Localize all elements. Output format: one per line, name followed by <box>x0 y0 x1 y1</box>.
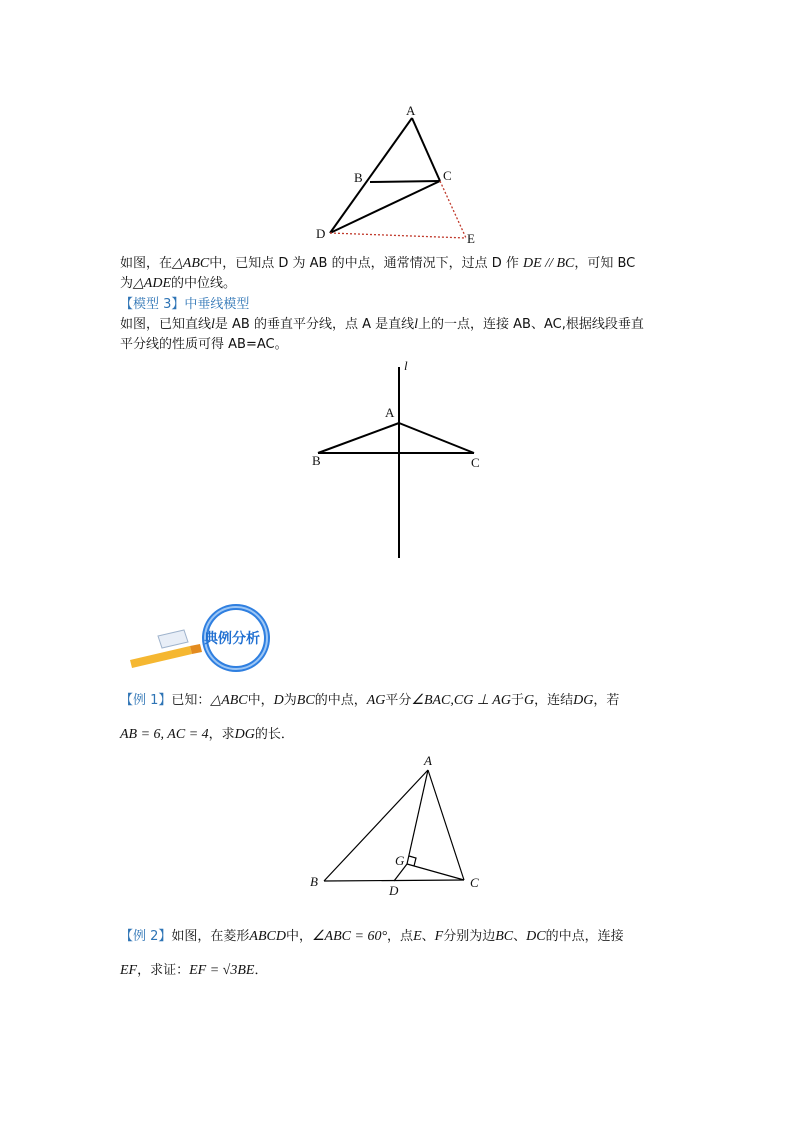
section-badge-title: 典例分析 <box>204 631 260 647</box>
example1-text: 【例 1】已知：△ABC中，D为BC的中点，AG平分∠BAC,CG ⊥ AG于G，连结DG，若 AB = 6, AC = 4，求DG的长． <box>120 693 620 742</box>
figure1-label-d: D <box>316 226 326 241</box>
figure2-label-a: A <box>385 405 395 420</box>
midline-paragraph: 如图，在△ABC中，已知点 D 为 AB 的中点，通常情况下，过点 D 作 DE // BC，可知 BC 为△ADE的中位线。 <box>120 256 636 291</box>
figure3-label-c: C <box>470 875 479 890</box>
figure3-label-a: A <box>424 753 432 768</box>
figure1-label-b: B <box>354 170 363 185</box>
figure3-label-d: D <box>389 883 399 898</box>
figure3-label-g: G <box>395 853 405 868</box>
figure3-label-b: B <box>310 874 318 889</box>
example1-tag: 【例 1】 <box>120 693 172 708</box>
example2-tag: 【例 2】 <box>120 929 172 944</box>
figure2-label-l: l <box>404 358 408 373</box>
figure1-label-e: E <box>467 231 475 246</box>
figure1-label-a: A <box>406 103 416 118</box>
model3-heading: 【模型 3】中垂线模型 <box>120 297 250 312</box>
figure2-label-b: B <box>312 453 321 468</box>
model3-paragraph: 如图，已知直线l是 AB 的垂直平分线，点 A 是直线l上的一点，连接 AB、AC,根据线段垂直 平分线的性质可得 AB=AC。 <box>120 317 644 352</box>
example2-text: 【例 2】如图，在菱形ABCD中，∠ABC = 60°，点E、F分别为边BC、DC的中点，连接 EF，求证：EF = √3BE． <box>120 929 624 978</box>
figure1-label-c: C <box>443 168 452 183</box>
figure2-label-c: C <box>471 455 480 470</box>
